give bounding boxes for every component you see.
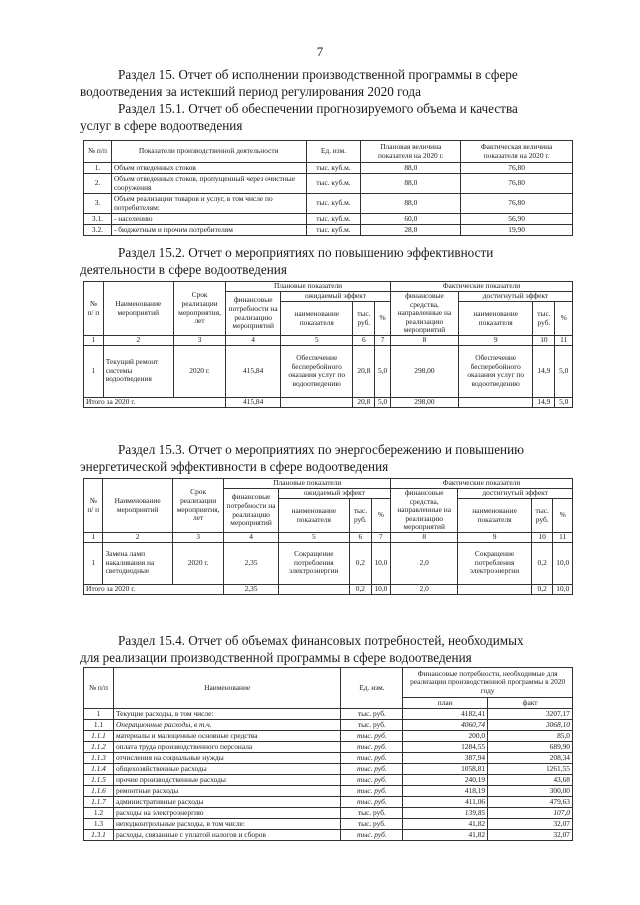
total-pct-plan: 5,0 <box>375 397 391 407</box>
header-indicator: Показатели производственной деятельности <box>111 141 306 163</box>
row-name: Текущий ремонт системы водоотведения <box>103 345 173 397</box>
section-15-4-title-line1: Раздел 15.4. Отчет об объемах финансовых потребностей, необходимых <box>118 633 524 648</box>
energy-saving-table <box>83 478 573 595</box>
total-pct-fact: 5,0 <box>555 397 573 407</box>
row-number: 3.2. <box>84 225 112 236</box>
header-indicator-name: наименование показателя <box>458 499 532 533</box>
row-fact: 56,90 <box>461 214 573 225</box>
row-plan: 411,06 <box>403 797 488 808</box>
row-fact: 479,63 <box>488 797 573 808</box>
row-name: расходы на электроэнергию <box>113 808 340 819</box>
col-num: 10 <box>531 533 553 543</box>
col-num: 4 <box>226 336 281 346</box>
total-pct-fact: 10,0 <box>553 584 573 594</box>
row-number: 1.3.1 <box>84 830 114 841</box>
row-fin-fact: 2,0 <box>391 542 458 584</box>
row-name: общехозяйственные расходы <box>113 764 340 775</box>
section-15-4-title-line2: для реализации производственной программы в сфере водоотведения <box>80 650 472 665</box>
row-plan: 1058,81 <box>403 764 488 775</box>
row-fin-fact: 298,00 <box>390 345 458 397</box>
total-fin-fact: 2,0 <box>391 584 458 594</box>
header-unit: Ед. изм. <box>306 141 361 163</box>
section-15-3-title <box>80 441 575 475</box>
row-unit: тыс. куб.м. <box>306 214 361 225</box>
table-row <box>84 742 573 753</box>
row-pct-plan: 5,0 <box>375 345 391 397</box>
row-name: административные расходы <box>113 797 340 808</box>
table-row <box>84 753 573 764</box>
header-fact: факт <box>488 698 573 709</box>
row-number: 2. <box>84 174 112 194</box>
row-number: 1.1.5 <box>84 775 114 786</box>
col-num: 8 <box>391 533 458 543</box>
total-label: Итого за 2020 г. <box>84 397 226 407</box>
row-fact: 85,0 <box>488 731 573 742</box>
table-row <box>84 225 573 236</box>
row-name: ремонтные расходы <box>113 786 340 797</box>
row-plan: 1284,55 <box>403 742 488 753</box>
table-row <box>84 731 573 742</box>
section-15-1-title-line2: услуг в сфере водоотведения <box>80 118 243 133</box>
row-unit: тыс. руб. <box>341 731 403 742</box>
header-number: № п/ п <box>84 282 104 336</box>
table-row <box>84 775 573 786</box>
row-number: 1 <box>84 542 103 584</box>
table-row <box>84 163 573 174</box>
row-unit: тыс. руб. <box>341 775 403 786</box>
header-fin-plan: финансовые потребности на реализацию мероприятий <box>224 489 278 533</box>
row-name: Объем отведенных стоков <box>111 163 306 174</box>
header-percent: % <box>375 302 391 336</box>
col-num: 6 <box>353 336 375 346</box>
row-name: Объем отведенных стоков, пропущенный через очистные сооружения <box>111 174 306 194</box>
col-num: 7 <box>375 336 391 346</box>
row-number: 1 <box>84 709 114 720</box>
row-fact: 32,07 <box>488 830 573 841</box>
col-num: 10 <box>533 336 555 346</box>
table-row <box>84 764 573 775</box>
row-fact: 3207,17 <box>488 709 573 720</box>
row-name: Замена ламп накаливания на светодиодные <box>103 542 172 584</box>
col-num: 2 <box>103 533 172 543</box>
row-fact: 76,80 <box>461 174 573 194</box>
section-15-title-line2: водоотведения за истекший период регулирования 2020 года <box>80 84 421 99</box>
row-name: неподконтрольные расходы, в том числе: <box>113 819 340 830</box>
column-numbers-row <box>84 533 573 543</box>
row-fact: 3068,10 <box>488 720 573 731</box>
row-number: 1.1.2 <box>84 742 114 753</box>
row-name: отчисления на социальные нужды <box>113 753 340 764</box>
row-unit: тыс. руб. <box>341 797 403 808</box>
total-pct-plan: 10,0 <box>371 584 390 594</box>
header-percent: % <box>371 499 390 533</box>
header-expected-effect: ожидаемый эффект <box>281 292 391 302</box>
header-unit: Ед. изм. <box>341 668 403 709</box>
section-15-2-title <box>80 244 575 278</box>
total-fin-plan: 415,84 <box>226 397 281 407</box>
header-financial-needs: Финансовые потребности, необходимые для реализации производственной программы в 2020 году <box>403 668 573 698</box>
total-rub-plan: 0,2 <box>350 584 372 594</box>
col-num: 11 <box>553 533 573 543</box>
col-num: 5 <box>278 533 349 543</box>
row-term: 2020 г. <box>173 345 225 397</box>
row-plan: 41,82 <box>403 830 488 841</box>
production-indicators-table <box>83 140 573 236</box>
row-number: 1.3 <box>84 819 114 830</box>
col-num: 8 <box>390 336 458 346</box>
row-pct-fact: 5,0 <box>555 345 573 397</box>
table-row <box>84 214 573 225</box>
col-num: 3 <box>173 336 225 346</box>
row-unit: тыс. руб. <box>341 819 403 830</box>
row-fact: 19,90 <box>461 225 573 236</box>
header-fact: Фактическая величина показателя на 2020 г. <box>461 141 573 163</box>
row-plan: 139,85 <box>403 808 488 819</box>
header-expected-effect: ожидаемый эффект <box>278 489 391 499</box>
header-fin-fact: финансовые средства, направленные на реализацию мероприятий <box>391 489 458 533</box>
col-num: 2 <box>103 336 173 346</box>
efficiency-measures-table <box>83 281 573 408</box>
total-rub-fact: 14,9 <box>533 397 555 407</box>
section-15-2-title-line2: деятельности в сфере водоотведения <box>80 262 287 277</box>
header-actual: Фактические показатели <box>391 479 573 489</box>
table-row <box>84 174 573 194</box>
row-fact: 43,68 <box>488 775 573 786</box>
row-fact: 107,0 <box>488 808 573 819</box>
row-rub-plan: 20,8 <box>353 345 375 397</box>
row-rub-fact: 0,2 <box>531 542 553 584</box>
header-term: Срок реализации мероприятия, лет <box>172 479 224 533</box>
header-number: № п/п <box>84 141 112 163</box>
total-rub-plan: 20,8 <box>353 397 375 407</box>
header-rub: тыс. руб. <box>533 302 555 336</box>
row-fin-plan: 2,35 <box>224 542 278 584</box>
row-fact: 689,90 <box>488 742 573 753</box>
row-plan: 60,0 <box>361 214 461 225</box>
row-unit: тыс. куб.м. <box>306 163 361 174</box>
row-effect-plan: Сокращение потребления электроэнергии <box>278 542 349 584</box>
header-rub: тыс. руб. <box>531 499 553 533</box>
row-rub-fact: 14,9 <box>533 345 555 397</box>
row-pct-plan: 10,0 <box>371 542 390 584</box>
row-number: 1.1.4 <box>84 764 114 775</box>
row-plan: 4182,41 <box>403 709 488 720</box>
table-row <box>84 819 573 830</box>
section-15-title-line1: Раздел 15. Отчет об исполнении производственной программы в сфере <box>118 67 518 82</box>
col-num: 9 <box>458 336 533 346</box>
header-rub: тыс. руб. <box>353 302 375 336</box>
table-row <box>84 797 573 808</box>
header-indicator-name: наименование показателя <box>458 302 533 336</box>
row-name: - населению <box>111 214 306 225</box>
table-row <box>84 720 573 731</box>
col-num: 1 <box>84 533 103 543</box>
row-name: - бюджетным и прочим потребителям <box>111 225 306 236</box>
row-fact: 208,34 <box>488 753 573 764</box>
row-number: 3.1. <box>84 214 112 225</box>
row-effect-plan: Обеспечение бесперебойного оказания услуг по водоотведению <box>281 345 353 397</box>
row-number: 3. <box>84 194 112 214</box>
section-15-3-title-line2: энергетической эффективности в сфере водоотведения <box>80 459 389 474</box>
table-row <box>84 345 573 397</box>
financial-needs-table <box>83 667 573 841</box>
row-unit: тыс. руб. <box>341 786 403 797</box>
row-plan: 4060,74 <box>403 720 488 731</box>
header-achieved-effect: достигнутый эффект <box>458 292 572 302</box>
col-num: 9 <box>458 533 532 543</box>
row-number: 1.1.6 <box>84 786 114 797</box>
row-plan: 418,19 <box>403 786 488 797</box>
row-fact: 32,07 <box>488 819 573 830</box>
row-unit: тыс. руб. <box>341 830 403 841</box>
row-number: 1.1 <box>84 720 114 731</box>
col-num: 1 <box>84 336 104 346</box>
page-number: 7 <box>316 44 324 59</box>
row-number: 1.1.3 <box>84 753 114 764</box>
section-15-1-title-line1: Раздел 15.1. Отчет об обеспечении прогнозируемого объема и качества <box>118 101 518 116</box>
row-term: 2020 г. <box>172 542 224 584</box>
header-number: № п/ п <box>84 479 103 533</box>
header-planned: Плановые показатели <box>224 479 391 489</box>
row-unit: тыс. куб.м. <box>306 174 361 194</box>
row-number: 1.1.1 <box>84 731 114 742</box>
total-label: Итого за 2020 г. <box>84 584 224 594</box>
row-unit: тыс. куб.м. <box>306 225 361 236</box>
row-unit: тыс. руб. <box>341 720 403 731</box>
header-name: Наименование <box>113 668 340 709</box>
row-unit: тыс. руб. <box>341 753 403 764</box>
table-row <box>84 542 573 584</box>
row-name: Операционные расходы, в т.ч. <box>113 720 340 731</box>
table-row <box>84 808 573 819</box>
row-plan: 28,0 <box>361 225 461 236</box>
row-fact: 76,80 <box>461 194 573 214</box>
row-name: прочие производственные расходы <box>113 775 340 786</box>
row-name: Текущие расходы, в том числе: <box>113 709 340 720</box>
header-actual: Фактические показатели <box>390 282 572 292</box>
row-plan: 240,19 <box>403 775 488 786</box>
row-number: 1 <box>84 345 104 397</box>
table-row <box>84 830 573 841</box>
row-unit: тыс. руб. <box>341 764 403 775</box>
header-indicator-name: наименование показателя <box>278 499 349 533</box>
col-num: 6 <box>350 533 372 543</box>
row-pct-fact: 10,0 <box>553 542 573 584</box>
row-fact: 1261,55 <box>488 764 573 775</box>
row-number: 1. <box>84 163 112 174</box>
row-name: оплата труда производственного персонала <box>113 742 340 753</box>
row-plan: 41,82 <box>403 819 488 830</box>
header-achieved-effect: достигнутый эффект <box>458 489 573 499</box>
row-name: Объем реализации товаров и услуг, в том числе по потребителям: <box>111 194 306 214</box>
row-name: материалы и малоценные основные средства <box>113 731 340 742</box>
row-plan: 88,0 <box>361 174 461 194</box>
row-name: расходы, связанные с уплатой налогов и сборов <box>113 830 340 841</box>
row-number: 1.1.7 <box>84 797 114 808</box>
total-rub-fact: 0,2 <box>531 584 553 594</box>
column-numbers-row <box>84 336 573 346</box>
row-fact: 76,80 <box>461 163 573 174</box>
header-indicator-name: наименование показателя <box>281 302 353 336</box>
row-number: 1.2 <box>84 808 114 819</box>
header-fin-fact: финансовые средства, направленные на реализацию мероприятий <box>390 292 458 336</box>
row-unit: тыс. куб.м. <box>306 194 361 214</box>
header-rub: тыс. руб. <box>350 499 372 533</box>
total-row <box>84 397 573 407</box>
total-fin-fact: 298,00 <box>390 397 458 407</box>
row-plan: 387,94 <box>403 753 488 764</box>
col-num: 5 <box>281 336 353 346</box>
row-rub-plan: 0,2 <box>350 542 372 584</box>
row-effect-fact: Сокращение потребления электроэнергии <box>458 542 532 584</box>
col-num: 7 <box>371 533 390 543</box>
header-number: № п/п <box>84 668 114 709</box>
row-plan: 88,0 <box>361 163 461 174</box>
col-num: 3 <box>172 533 224 543</box>
row-unit: тыс. руб. <box>341 709 403 720</box>
total-row <box>84 584 573 594</box>
header-fin-plan: финансовые потребности на реализацию мероприятий <box>226 292 281 336</box>
section-15-title <box>80 66 575 100</box>
header-term: Срок реализации мероприятия, лет <box>173 282 225 336</box>
row-effect-fact: Обеспечение бесперебойного оказания услуг по водоотведению <box>458 345 533 397</box>
row-plan: 200,0 <box>403 731 488 742</box>
header-planned: Плановые показатели <box>226 282 391 292</box>
section-15-3-title-line1: Раздел 15.3. Отчет о мероприятиях по энергосбережению и повышению <box>118 442 525 457</box>
section-15-2-title-line1: Раздел 15.2. Отчет о мероприятиях по повышению эффективности <box>118 245 494 260</box>
row-plan: 88,0 <box>361 194 461 214</box>
row-unit: тыс. руб. <box>341 742 403 753</box>
row-fin-plan: 415,84 <box>226 345 281 397</box>
table-row <box>84 786 573 797</box>
section-15-1-title <box>80 100 575 134</box>
header-measure-name: Наименование мероприятий <box>103 479 172 533</box>
table-row <box>84 709 573 720</box>
row-fact: 300,00 <box>488 786 573 797</box>
header-plan: Плановая величина показателя на 2020 г. <box>361 141 461 163</box>
header-measure-name: Наименование мероприятий <box>103 282 173 336</box>
table-row <box>84 194 573 214</box>
header-plan: план <box>403 698 488 709</box>
header-percent: % <box>555 302 573 336</box>
row-unit: тыс. руб. <box>341 808 403 819</box>
section-15-4-title <box>80 632 575 666</box>
col-num: 4 <box>224 533 278 543</box>
col-num: 11 <box>555 336 573 346</box>
header-percent: % <box>553 499 573 533</box>
total-fin-plan: 2,35 <box>224 584 278 594</box>
